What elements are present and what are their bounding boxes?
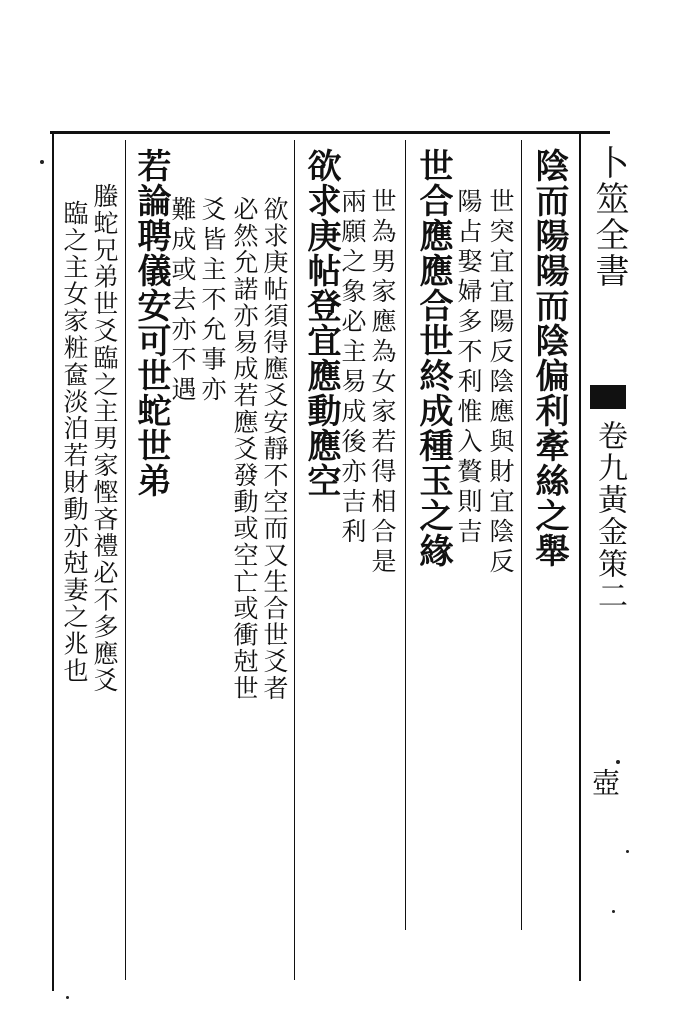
- scan-speck: [66, 996, 69, 999]
- note-column-4a: 螣蛇兄弟世爻臨之主男家慳吝禮必不多應爻: [90, 183, 119, 695]
- scan-speck: [616, 760, 620, 764]
- book-title: 卜筮全書: [589, 145, 629, 289]
- main-column-1: 陰而陽陽而陰偏利牽絲之舉: [529, 148, 569, 568]
- scan-speck: [40, 160, 44, 164]
- left-border: [52, 131, 54, 991]
- note-column-3a: 欲求庚帖須得應爻安靜不空而又生合世爻者: [260, 196, 289, 702]
- note-column-2b: 兩願之象必主易成後亦吉利: [338, 188, 367, 548]
- page-number: 壺: [588, 768, 621, 796]
- note-column-3b: 必然允諾亦易成若應爻發動或空亡或衝尅世: [230, 196, 259, 702]
- fish-tail-mark: [590, 385, 626, 409]
- column-divider: [521, 140, 522, 930]
- main-column-2: 世合應應合世終成種玉之緣: [413, 148, 453, 568]
- note-column-3d: 難成或去亦不遇: [168, 196, 197, 406]
- right-border: [579, 131, 581, 981]
- main-column-4: 若論聘儀安可世蛇世弟: [131, 148, 171, 498]
- column-divider: [294, 140, 295, 980]
- scan-speck: [626, 850, 629, 853]
- note-column-2a: 世為男家應為女家若得相合是: [368, 188, 397, 578]
- note-column-1b: 陽占娶婦多不利惟入贅則吉: [454, 188, 483, 548]
- main-column-3: 欲求庚帖登宜應動應空: [301, 148, 341, 498]
- column-divider: [125, 140, 126, 980]
- note-column-1a: 世突宜宜陽反陰應與財宜陰反: [486, 188, 515, 578]
- column-divider: [405, 140, 406, 930]
- chapter-label: 卷九黃金策二: [592, 420, 627, 612]
- note-column-4b: 臨之主女家粧奩淡泊若財動亦尅妻之兆也: [60, 200, 89, 685]
- note-column-3c: 爻皆主不允事亦: [198, 196, 227, 406]
- top-border: [50, 131, 610, 134]
- scan-speck: [612, 910, 615, 913]
